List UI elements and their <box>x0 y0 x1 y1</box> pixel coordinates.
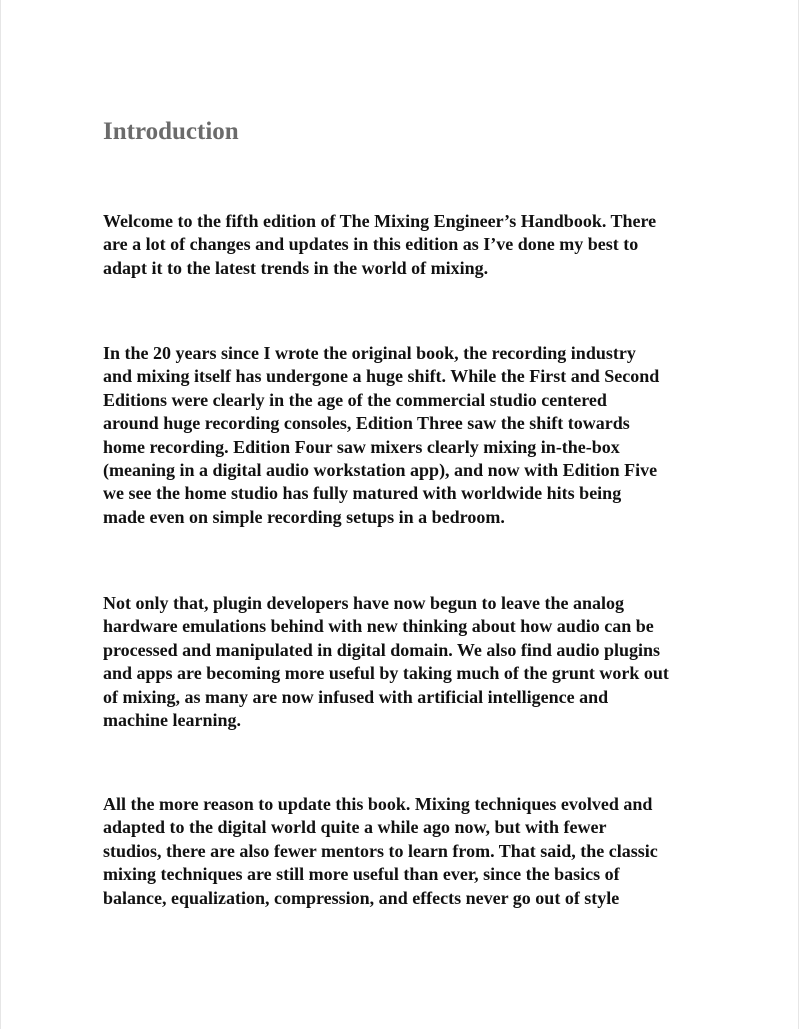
paragraph-1 <box>103 210 793 280</box>
paragraph-line: are a lot of changes and updates in this edition as I’ve done my best to <box>103 234 639 255</box>
paragraph-line: of mixing, as many are now infused with artificial intelligence and <box>103 686 609 707</box>
paragraph-line: Editions were clearly in the age of the commercial studio centered <box>103 389 607 410</box>
paragraph-line: and mixing itself has undergone a huge shift. While the First and Second <box>103 366 660 387</box>
paragraph-line: machine learning. <box>103 710 241 731</box>
paragraph-4 <box>103 793 793 910</box>
paragraph-line: processed and manipulated in digital domain. We also find audio plugins <box>103 639 660 660</box>
paragraph-line: we see the home studio has fully matured with worldwide hits being <box>103 483 622 504</box>
paragraph-line: (meaning in a digital audio workstation app), and now with Edition Five <box>103 460 658 481</box>
paragraph-line: adapted to the digital world quite a while ago now, but with fewer <box>103 817 607 838</box>
paragraph-3 <box>103 592 793 732</box>
paragraph-line: around huge recording consoles, Edition Three saw the shift towards <box>103 413 630 434</box>
paragraph-line: All the more reason to update this book. Mixing techniques evolved and <box>103 794 653 814</box>
paragraph-line: Welcome to the fifth edition of The Mixing Engineer’s Handbook. There <box>103 211 657 231</box>
paragraph-line: In the 20 years since I wrote the original book, the recording industry <box>103 343 636 363</box>
paragraph-line: Not only that, plugin developers have now begun to leave the analog <box>103 593 625 613</box>
paragraph-line: studios, there are also fewer mentors to learn from. That said, the classic <box>103 840 658 861</box>
paragraph-line: balance, equalization, compression, and effects never go out of style <box>103 887 620 908</box>
paragraph-2 <box>103 342 793 529</box>
paragraph-line: adapt it to the latest trends in the world of mixing. <box>103 257 489 278</box>
paragraph-line: mixing techniques are still more useful than ever, since the basics of <box>103 864 620 885</box>
chapter-heading: Introduction <box>103 118 239 145</box>
paragraph-line: made even on simple recording setups in a bedroom. <box>103 506 505 527</box>
paragraph-line: and apps are becoming more useful by taking much of the grunt work out <box>103 663 669 684</box>
paragraph-line: home recording. Edition Four saw mixers clearly mixing in-the-box <box>103 436 620 457</box>
paragraph-line: hardware emulations behind with new thinking about how audio can be <box>103 616 654 637</box>
